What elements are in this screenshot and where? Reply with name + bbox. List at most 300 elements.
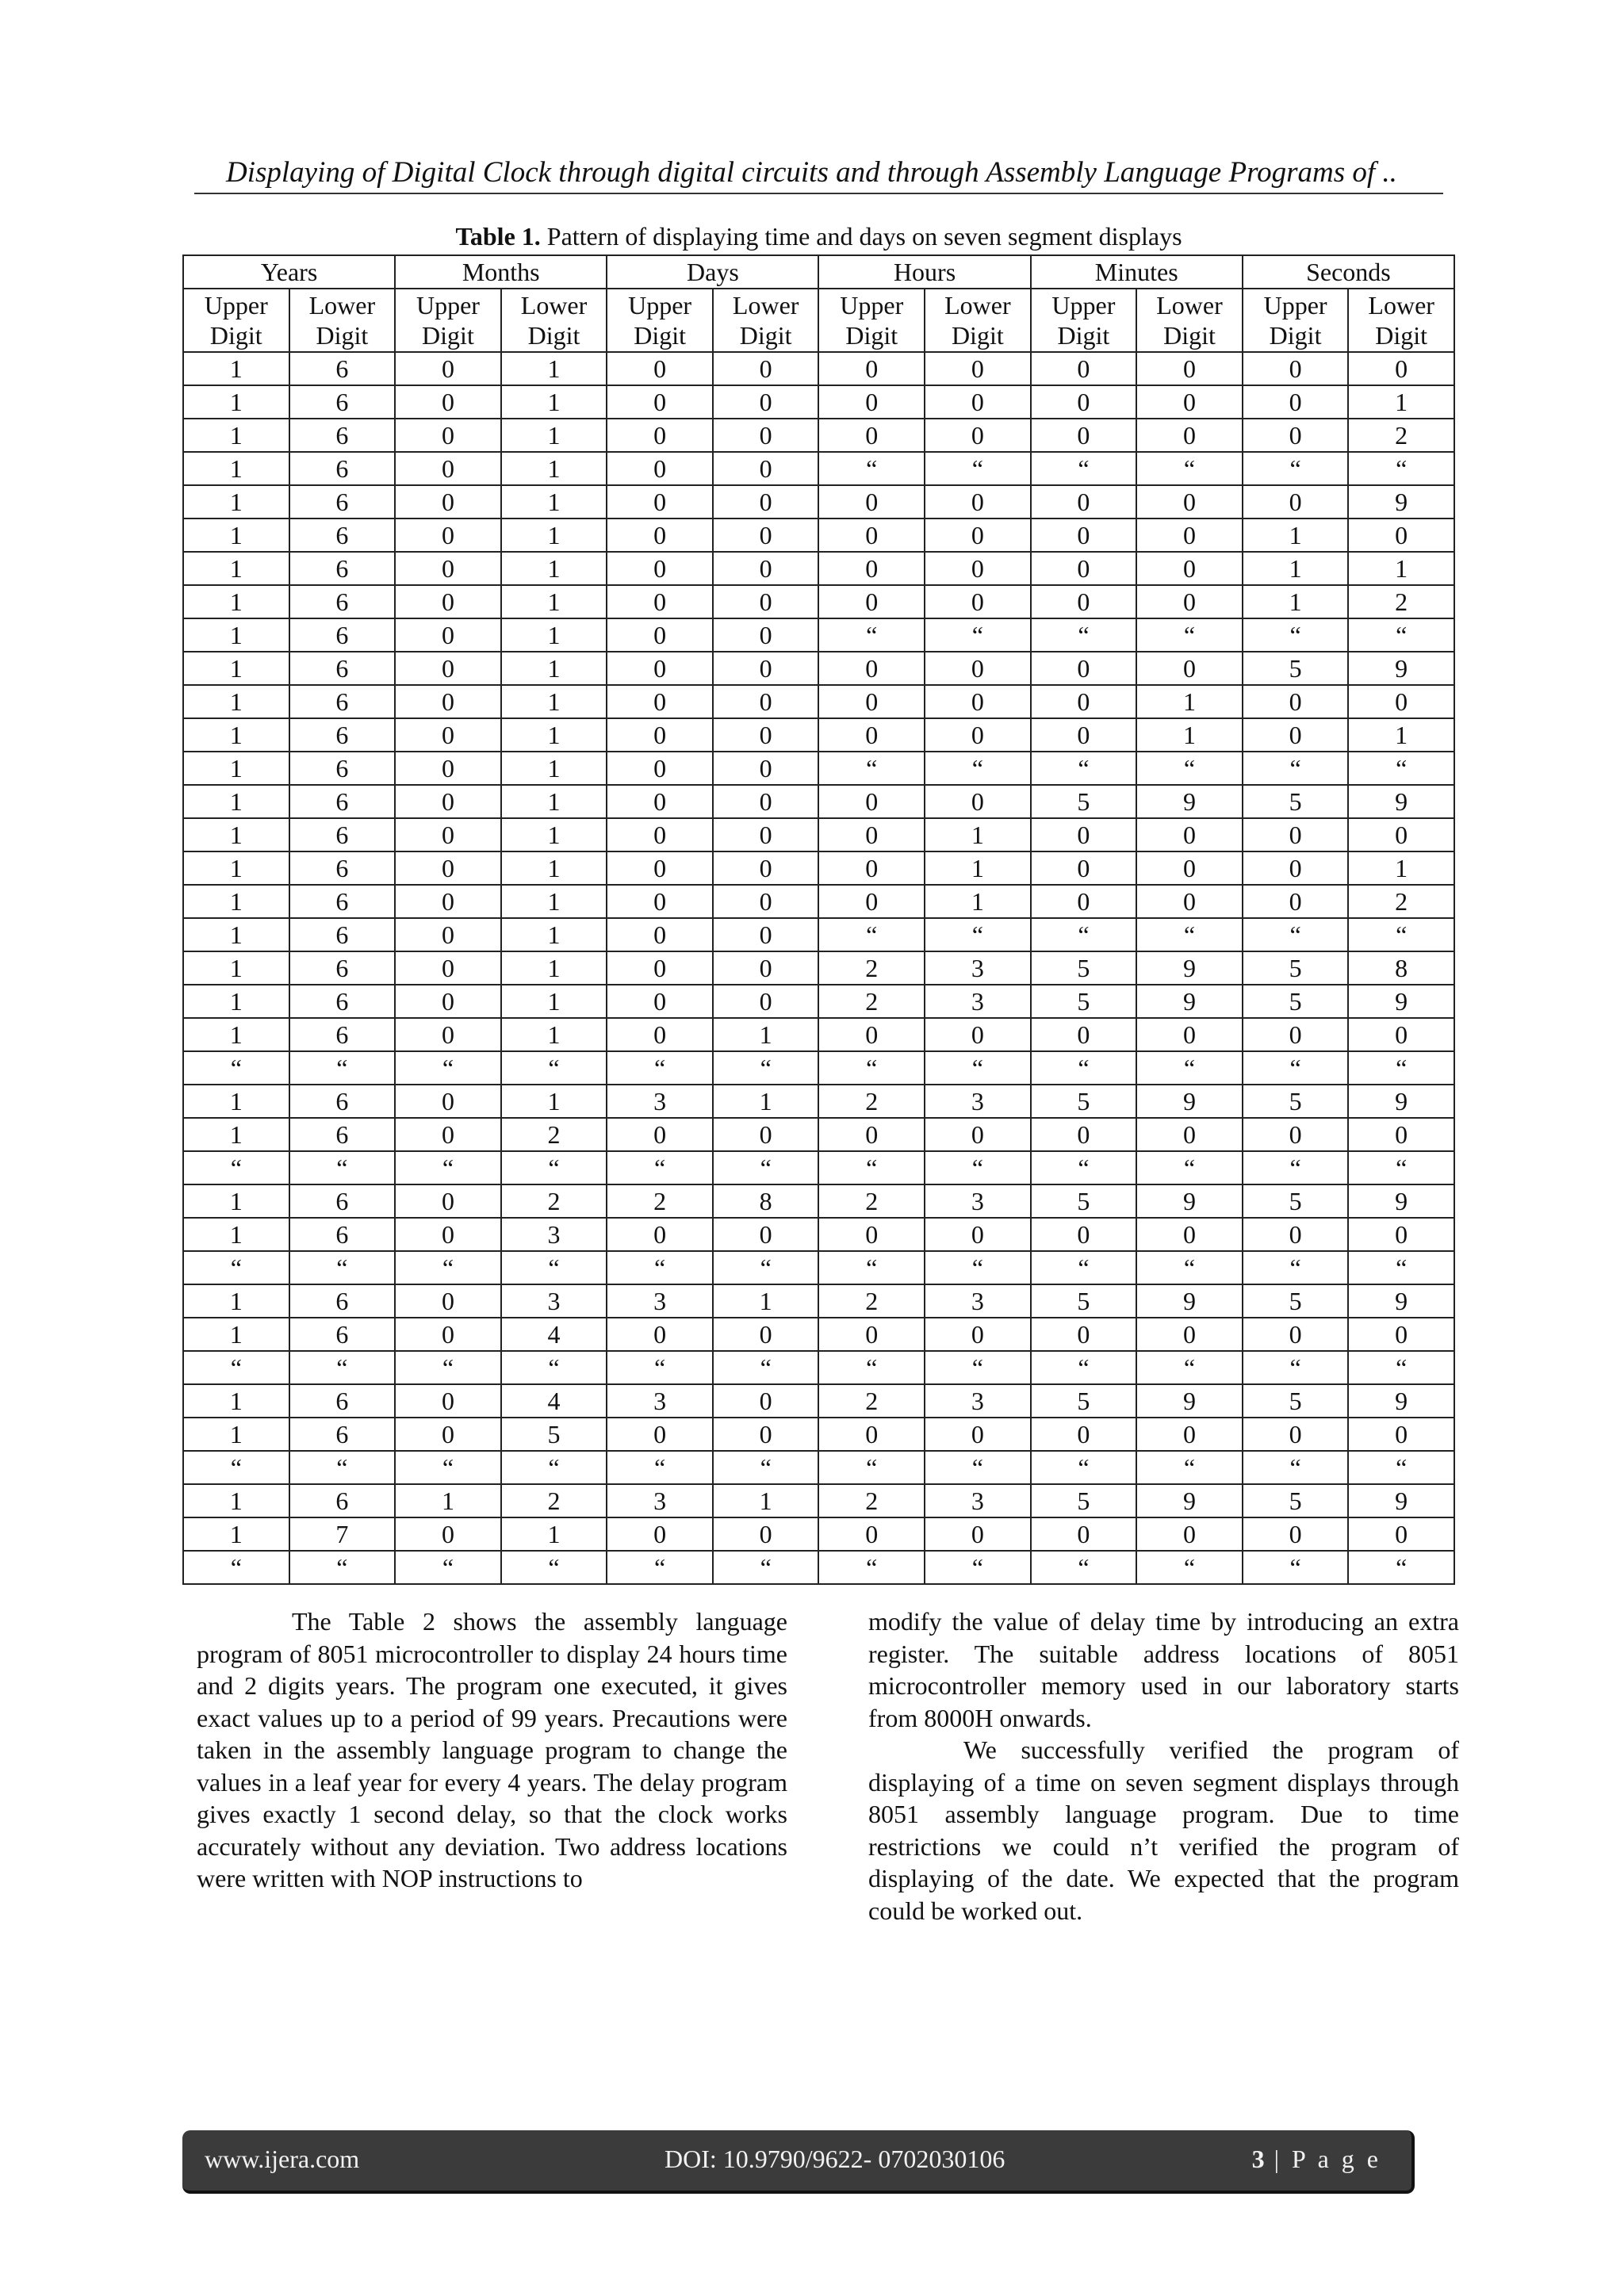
table-cell: “ xyxy=(289,1451,396,1484)
table-cell: 0 xyxy=(1243,1418,1349,1451)
table-cell: 0 xyxy=(395,1384,501,1418)
table-cell: “ xyxy=(1243,1051,1349,1085)
left-column xyxy=(197,1605,787,1895)
table-cell: 1 xyxy=(501,752,607,785)
table-cell: 5 xyxy=(1031,1484,1137,1517)
table-cell: 2 xyxy=(1348,885,1454,918)
table-cell: 0 xyxy=(607,752,713,785)
table-cell: 6 xyxy=(289,1418,396,1451)
table-cell: 9 xyxy=(1136,1085,1243,1118)
table-cell: 9 xyxy=(1348,1284,1454,1318)
table-cell: 1 xyxy=(501,552,607,585)
table-cell: 6 xyxy=(289,485,396,519)
table-cell: “ xyxy=(501,1051,607,1085)
table-cell: 1 xyxy=(1136,685,1243,718)
table-cell: 0 xyxy=(1136,552,1243,585)
table-cell: “ xyxy=(1136,1051,1243,1085)
table-cell: 9 xyxy=(1136,1384,1243,1418)
table-cell: “ xyxy=(183,1351,289,1384)
table-cell: 0 xyxy=(1031,685,1137,718)
table-cell: 0 xyxy=(1136,885,1243,918)
table-cell: 2 xyxy=(501,1184,607,1218)
table-cell: “ xyxy=(395,1551,501,1584)
table-row xyxy=(183,385,1454,419)
table-cell: 6 xyxy=(289,1184,396,1218)
table-cell: 2 xyxy=(818,985,925,1018)
table-cell: 1 xyxy=(501,1517,607,1551)
table-cell: 1 xyxy=(183,1484,289,1517)
table-cell: 0 xyxy=(1031,818,1137,851)
table-cell: 9 xyxy=(1136,1184,1243,1218)
table-cell: “ xyxy=(183,1051,289,1085)
table-cell: 0 xyxy=(1031,652,1137,685)
table-cell: 3 xyxy=(607,1085,713,1118)
table-cell: “ xyxy=(183,1551,289,1584)
table-subheader: Upper Digit xyxy=(607,289,713,352)
table-cell: “ xyxy=(1031,1151,1137,1184)
table-cell: 6 xyxy=(289,552,396,585)
table-row xyxy=(183,618,1454,652)
table-cell: 5 xyxy=(1243,1384,1349,1418)
table-cell: 1 xyxy=(183,585,289,618)
table-cell: 0 xyxy=(713,585,819,618)
table-cell: 3 xyxy=(501,1218,607,1251)
running-title: Displaying of Digital Clock through digital circuits and through Assembly Language Programs of .. xyxy=(226,156,1397,189)
table-cell: 1 xyxy=(1243,552,1349,585)
table-cell: 0 xyxy=(713,452,819,485)
table-cell: 1 xyxy=(1348,385,1454,419)
table-cell: “ xyxy=(713,1051,819,1085)
table-cell: 0 xyxy=(1243,1218,1349,1251)
table-row xyxy=(183,985,1454,1018)
table-cell: 6 xyxy=(289,1085,396,1118)
table-cell: 6 xyxy=(289,685,396,718)
table-cell: 0 xyxy=(713,951,819,985)
table-cell: “ xyxy=(925,452,1031,485)
table-cell: “ xyxy=(1136,752,1243,785)
table-cell: 0 xyxy=(818,652,925,685)
table-cell: 2 xyxy=(818,1184,925,1218)
table-cell: 1 xyxy=(1348,718,1454,752)
table-row xyxy=(183,951,1454,985)
table-cell: 0 xyxy=(607,985,713,1018)
table-cell: 0 xyxy=(1031,385,1137,419)
table-cell: 0 xyxy=(713,519,819,552)
table-cell: 0 xyxy=(818,352,925,385)
table-subheader: Upper Digit xyxy=(1243,289,1349,352)
table-row xyxy=(183,785,1454,818)
table-row xyxy=(183,1051,1454,1085)
table-cell: 0 xyxy=(1348,818,1454,851)
table-cell: 1 xyxy=(925,818,1031,851)
table-cell: “ xyxy=(713,1451,819,1484)
table-cell: 0 xyxy=(1031,419,1137,452)
table-cell: 6 xyxy=(289,985,396,1018)
table-cell: 6 xyxy=(289,618,396,652)
page-footer xyxy=(182,2130,1415,2194)
table-cell: “ xyxy=(925,1451,1031,1484)
table-cell: 1 xyxy=(183,552,289,585)
table-cell: 9 xyxy=(1348,1085,1454,1118)
table-cell: 0 xyxy=(713,352,819,385)
table-subheader: Lower Digit xyxy=(1136,289,1243,352)
table-cell: “ xyxy=(1243,918,1349,951)
table-row xyxy=(183,1517,1454,1551)
table-cell: “ xyxy=(501,1151,607,1184)
table-cell: 0 xyxy=(395,851,501,885)
table-cell: 0 xyxy=(925,1517,1031,1551)
table-cell: “ xyxy=(1348,1451,1454,1484)
table-cell: 1 xyxy=(395,1484,501,1517)
table-cell: 1 xyxy=(501,718,607,752)
table-cell: 3 xyxy=(925,1384,1031,1418)
table-cell: “ xyxy=(1031,1551,1137,1584)
table-cell: 0 xyxy=(1348,1218,1454,1251)
table-group-header: Hours xyxy=(818,255,1030,289)
table-cell: 2 xyxy=(607,1184,713,1218)
table-row xyxy=(183,1118,1454,1151)
table-cell: 0 xyxy=(1243,419,1349,452)
table-subheader: Lower Digit xyxy=(501,289,607,352)
page-label: | P a g e xyxy=(1264,2145,1381,2173)
table-cell: “ xyxy=(818,1351,925,1384)
table-row xyxy=(183,685,1454,718)
table-cell: 0 xyxy=(925,1418,1031,1451)
table-cell: 0 xyxy=(1243,352,1349,385)
table-cell: 0 xyxy=(713,485,819,519)
table-cell: 0 xyxy=(1031,552,1137,585)
table-cell: 6 xyxy=(289,1384,396,1418)
table-cell: 1 xyxy=(183,1318,289,1351)
table-cell: “ xyxy=(395,1451,501,1484)
table-cell: 1 xyxy=(501,652,607,685)
table-cell: 0 xyxy=(925,1018,1031,1051)
table-row xyxy=(183,1151,1454,1184)
table-cell: 0 xyxy=(1031,485,1137,519)
table-cell: 0 xyxy=(818,485,925,519)
table-cell: 0 xyxy=(607,552,713,585)
table-caption-label: Table 1. xyxy=(455,222,541,251)
table-cell: “ xyxy=(1348,1551,1454,1584)
table-subheader: Upper Digit xyxy=(818,289,925,352)
table-cell: 0 xyxy=(818,1318,925,1351)
table-cell: 0 xyxy=(925,685,1031,718)
table-cell: 0 xyxy=(1348,352,1454,385)
table-cell: 0 xyxy=(713,1218,819,1251)
table-cell: 3 xyxy=(607,1284,713,1318)
table-row xyxy=(183,885,1454,918)
table-cell: 1 xyxy=(183,785,289,818)
table-cell: 1 xyxy=(183,452,289,485)
table-cell: 0 xyxy=(395,452,501,485)
table-cell: 5 xyxy=(1243,985,1349,1018)
table-cell: 3 xyxy=(925,951,1031,985)
table-cell: 0 xyxy=(607,1018,713,1051)
table-cell: 5 xyxy=(1031,1184,1137,1218)
table-cell: “ xyxy=(395,1151,501,1184)
table-cell: 0 xyxy=(1136,1517,1243,1551)
table-cell: 0 xyxy=(395,785,501,818)
table-cell: 3 xyxy=(607,1384,713,1418)
table-cell: “ xyxy=(395,1251,501,1284)
table-row xyxy=(183,752,1454,785)
table-row xyxy=(183,452,1454,485)
table-cell: “ xyxy=(607,1051,713,1085)
table-cell: 6 xyxy=(289,452,396,485)
table-cell: 5 xyxy=(1243,785,1349,818)
table-row xyxy=(183,1351,1454,1384)
table-cell: “ xyxy=(183,1451,289,1484)
table-cell: 0 xyxy=(395,718,501,752)
table-cell: 0 xyxy=(818,552,925,585)
table-cell: 0 xyxy=(713,885,819,918)
table-cell: 0 xyxy=(1243,885,1349,918)
table-cell: 1 xyxy=(183,918,289,951)
table-cell: 0 xyxy=(395,485,501,519)
table-cell: 0 xyxy=(395,385,501,419)
table-row xyxy=(183,1018,1454,1051)
table-cell: “ xyxy=(713,1351,819,1384)
table-row xyxy=(183,718,1454,752)
table-cell: 0 xyxy=(607,918,713,951)
table-cell: 0 xyxy=(713,618,819,652)
table-group-header: Days xyxy=(607,255,818,289)
table-cell: 0 xyxy=(395,818,501,851)
table-cell: 0 xyxy=(1031,1218,1137,1251)
table-cell: “ xyxy=(1136,1251,1243,1284)
table-cell: 6 xyxy=(289,1118,396,1151)
table-cell: “ xyxy=(607,1251,713,1284)
table-cell: 0 xyxy=(395,618,501,652)
table-cell: 0 xyxy=(1243,485,1349,519)
table-row xyxy=(183,1451,1454,1484)
table-cell: 0 xyxy=(1136,585,1243,618)
table-cell: 1 xyxy=(713,1284,819,1318)
table-cell: 4 xyxy=(501,1318,607,1351)
table-cell: 9 xyxy=(1348,1484,1454,1517)
table-cell: 9 xyxy=(1348,985,1454,1018)
table-cell: 0 xyxy=(395,685,501,718)
table-cell: 0 xyxy=(818,1517,925,1551)
table-cell: 0 xyxy=(1243,1517,1349,1551)
table-subheader: Upper Digit xyxy=(1031,289,1137,352)
table-cell: 0 xyxy=(1136,1118,1243,1151)
table-cell: “ xyxy=(1031,752,1137,785)
table-row xyxy=(183,1085,1454,1118)
table-cell: “ xyxy=(289,1151,396,1184)
table-cell: 9 xyxy=(1348,1384,1454,1418)
table-cell: 1 xyxy=(183,752,289,785)
table-cell: “ xyxy=(1348,1351,1454,1384)
table-cell: “ xyxy=(818,1051,925,1085)
table-cell: “ xyxy=(1031,618,1137,652)
table-cell: 1 xyxy=(183,1418,289,1451)
table-cell: “ xyxy=(818,752,925,785)
table-cell: 0 xyxy=(1243,818,1349,851)
table-cell: 1 xyxy=(501,818,607,851)
table-cell: 0 xyxy=(607,618,713,652)
table-cell: “ xyxy=(1348,1251,1454,1284)
table-cell: 0 xyxy=(1031,585,1137,618)
table-cell: 9 xyxy=(1348,785,1454,818)
table-cell: 5 xyxy=(1031,1384,1137,1418)
table-cell: 1 xyxy=(501,352,607,385)
table-cell: 0 xyxy=(1348,685,1454,718)
table-cell: 7 xyxy=(289,1517,396,1551)
table-cell: “ xyxy=(818,1251,925,1284)
table-row xyxy=(183,419,1454,452)
table-cell: 0 xyxy=(395,985,501,1018)
table-cell: 6 xyxy=(289,1318,396,1351)
table-cell: 1 xyxy=(183,1085,289,1118)
table-cell: 0 xyxy=(925,785,1031,818)
table-cell: 0 xyxy=(395,951,501,985)
table-caption xyxy=(182,222,1455,251)
table-cell: 0 xyxy=(925,718,1031,752)
table-cell: 6 xyxy=(289,1484,396,1517)
table-cell: 3 xyxy=(925,1184,1031,1218)
table-cell: 6 xyxy=(289,851,396,885)
table-cell: 5 xyxy=(1031,951,1137,985)
table-cell: “ xyxy=(1031,452,1137,485)
table-body xyxy=(183,352,1454,1584)
table-cell: 9 xyxy=(1136,985,1243,1018)
table-cell: 0 xyxy=(713,1318,819,1351)
table-cell: “ xyxy=(1243,1151,1349,1184)
table-cell: 0 xyxy=(1136,385,1243,419)
table-cell: 0 xyxy=(1031,1318,1137,1351)
table-cell: 0 xyxy=(1136,1218,1243,1251)
table-cell: 0 xyxy=(1136,818,1243,851)
table-cell: 2 xyxy=(818,1484,925,1517)
table-cell: “ xyxy=(1031,1451,1137,1484)
table-cell: 6 xyxy=(289,585,396,618)
table-cell: 0 xyxy=(395,1418,501,1451)
table-cell: 6 xyxy=(289,718,396,752)
table-cell: 0 xyxy=(713,1517,819,1551)
table-cell: 0 xyxy=(1136,519,1243,552)
table-cell: “ xyxy=(1136,1551,1243,1584)
table-group-header: Months xyxy=(395,255,607,289)
table-cell: “ xyxy=(607,1151,713,1184)
table-cell: 1 xyxy=(501,385,607,419)
table-cell: 1 xyxy=(183,885,289,918)
table-cell: 0 xyxy=(395,1184,501,1218)
table-cell: 0 xyxy=(713,718,819,752)
table-cell: 1 xyxy=(183,1118,289,1151)
table-cell: 1 xyxy=(183,685,289,718)
table-cell: “ xyxy=(289,1051,396,1085)
table-cell: 0 xyxy=(1136,352,1243,385)
table-cell: 1 xyxy=(183,951,289,985)
table-cell: “ xyxy=(1243,618,1349,652)
table-cell: 0 xyxy=(395,1085,501,1118)
table-cell: “ xyxy=(501,1451,607,1484)
table-cell: 1 xyxy=(183,352,289,385)
table-cell: 0 xyxy=(713,1118,819,1151)
table-cell: 0 xyxy=(818,585,925,618)
table-cell: 1 xyxy=(501,419,607,452)
table-cell: 0 xyxy=(395,1517,501,1551)
table-cell: 0 xyxy=(607,785,713,818)
table-cell: 1 xyxy=(183,519,289,552)
table-cell: “ xyxy=(1031,1051,1137,1085)
table-cell: “ xyxy=(925,1251,1031,1284)
right-column-paragraph: We successfully verified the program of displaying of a time on seven segment displays through 8051 assembly language program. Due to time restrictions we could n’t verified the program of displaying of the date. We expected that the program could be worked out. xyxy=(868,1735,1459,1925)
table-row xyxy=(183,1284,1454,1318)
table-cell: 0 xyxy=(925,1218,1031,1251)
table-cell: 0 xyxy=(818,785,925,818)
table-cell: 0 xyxy=(713,851,819,885)
table-cell: “ xyxy=(713,1251,819,1284)
table-cell: “ xyxy=(1243,752,1349,785)
table-cell: “ xyxy=(1348,1051,1454,1085)
table-cell: 0 xyxy=(713,752,819,785)
table-cell: 1 xyxy=(501,685,607,718)
table-cell: 0 xyxy=(607,885,713,918)
table-cell: 1 xyxy=(501,519,607,552)
table-cell: 1 xyxy=(183,1018,289,1051)
table-cell: 0 xyxy=(395,1218,501,1251)
table-cell: “ xyxy=(289,1351,396,1384)
table-cell: 1 xyxy=(925,885,1031,918)
table-cell: 5 xyxy=(1031,785,1137,818)
table-cell: 0 xyxy=(1136,1018,1243,1051)
table-cell: 1 xyxy=(501,951,607,985)
table-cell: “ xyxy=(1243,452,1349,485)
table-cell: 1 xyxy=(183,419,289,452)
table-cell: 0 xyxy=(395,552,501,585)
table-cell: 0 xyxy=(1348,1318,1454,1351)
table-cell: 0 xyxy=(1031,1517,1137,1551)
table-cell: 9 xyxy=(1136,785,1243,818)
table-cell: “ xyxy=(925,1551,1031,1584)
table-cell: “ xyxy=(925,1051,1031,1085)
table-cell: “ xyxy=(925,1351,1031,1384)
table-cell: “ xyxy=(818,452,925,485)
table-cell: “ xyxy=(395,1351,501,1384)
table-cell: 0 xyxy=(818,385,925,419)
table-cell: 0 xyxy=(607,519,713,552)
table-cell: 0 xyxy=(818,1018,925,1051)
table-subheader: Upper Digit xyxy=(395,289,501,352)
table-cell: 5 xyxy=(1243,1284,1349,1318)
table-cell: 1 xyxy=(183,851,289,885)
footer-site-link[interactable]: www.ijera.com xyxy=(205,2145,360,2173)
table-cell: 6 xyxy=(289,519,396,552)
table-cell: “ xyxy=(607,1351,713,1384)
table-subheader: Lower Digit xyxy=(1348,289,1454,352)
table-cell: “ xyxy=(607,1451,713,1484)
table-cell: 0 xyxy=(607,1418,713,1451)
table-cell: 4 xyxy=(501,1384,607,1418)
table-cell: “ xyxy=(1243,1251,1349,1284)
table-cell: 9 xyxy=(1348,1184,1454,1218)
table-cell: 1 xyxy=(501,452,607,485)
table-cell: 5 xyxy=(1031,985,1137,1018)
table-cell: 1 xyxy=(1136,718,1243,752)
table-cell: 0 xyxy=(395,1018,501,1051)
table-group-header-row xyxy=(183,255,1454,289)
right-column xyxy=(868,1605,1459,1927)
footer-page-number xyxy=(1252,2145,1381,2174)
table-row xyxy=(183,1251,1454,1284)
table-cell: 0 xyxy=(713,818,819,851)
table-row xyxy=(183,818,1454,851)
table-cell: “ xyxy=(501,1551,607,1584)
table-cell: 0 xyxy=(395,752,501,785)
table-cell: 3 xyxy=(925,1085,1031,1118)
